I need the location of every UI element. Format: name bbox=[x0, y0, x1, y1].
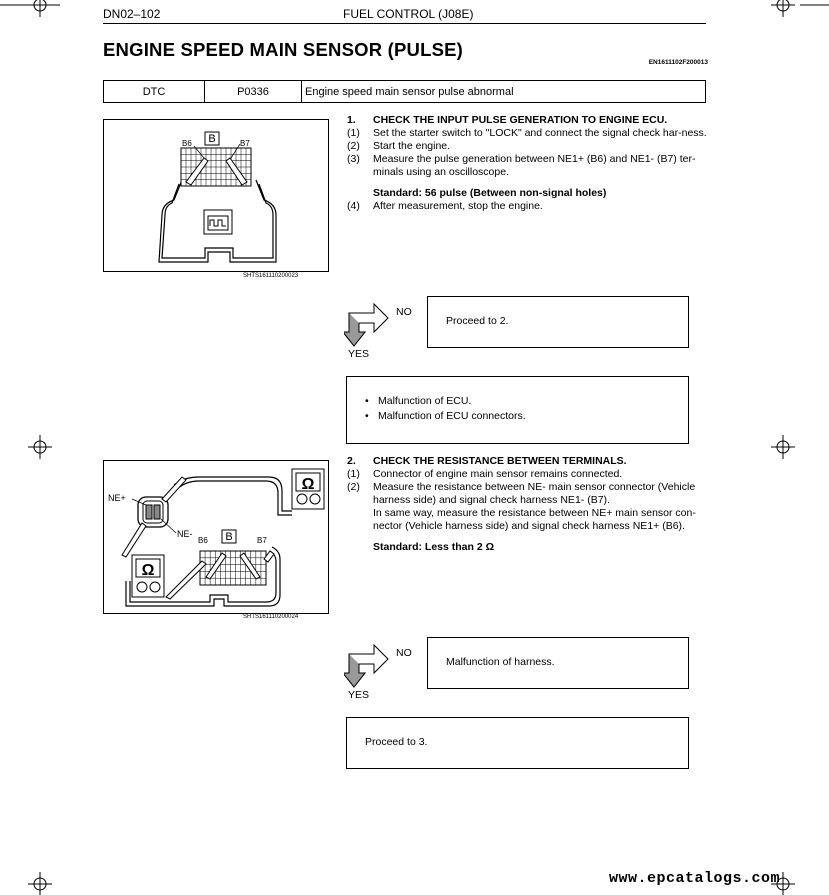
ohmmeter-top-icon bbox=[292, 469, 324, 509]
flow1-yes-label: YES bbox=[348, 348, 370, 360]
sensor-neg-label: NE- bbox=[177, 529, 193, 539]
oscilloscope-wiring-diagram bbox=[104, 120, 328, 271]
dtc-table bbox=[103, 80, 706, 103]
step1-section: 1. CHECK THE INPUT PULSE GENERATION TO ENGINE ECU. (1) Set the starter switch to "LOCK" and connect the signal check har-ness. (2) Start the engine. (3) Measure the pulse generation between NE1+ (B6) and NE1- (B7) ter-minals using an oscilloscope. Standard: 56 pulse (Between non-signal holes) (4) After measurement, stop the engine. bbox=[347, 114, 707, 212]
dtc-description: Engine speed main sensor pulse abnormal bbox=[302, 81, 706, 103]
flow2-yes-label: YES bbox=[348, 689, 370, 701]
svg-text:Ω: Ω bbox=[141, 562, 155, 579]
step1-item-3: Measure the pulse generation between NE1+ (B6) and NE1- (B7) ter-minals using an oscilloscope. bbox=[373, 153, 696, 178]
flow1-yes-result-2: • Malfunction of ECU connectors. bbox=[365, 410, 526, 422]
step1-item-4: After measurement, stop the engine. bbox=[373, 200, 543, 212]
figure-resistance-check bbox=[103, 460, 329, 614]
flow1-no-label: NO bbox=[396, 306, 412, 318]
pin-label-left-2: B6 bbox=[198, 536, 208, 545]
step1-item-1: Set the starter switch to "LOCK" and connect the signal check har-ness. bbox=[373, 127, 707, 139]
step1-item-2: Start the engine. bbox=[373, 140, 451, 152]
main-sensor-connector bbox=[138, 497, 168, 527]
yes-no-arrow-icon bbox=[344, 300, 394, 348]
step2-number: 2. bbox=[347, 455, 356, 467]
step1-heading: CHECK THE INPUT PULSE GENERATION TO ENGINE ECU. bbox=[373, 114, 668, 126]
step1-number: 1. bbox=[347, 114, 356, 126]
step1-standard: Standard: 56 pulse (Between non-signal holes) bbox=[373, 187, 607, 199]
connector-letter: B bbox=[208, 133, 216, 145]
step2-item-2: Measure the resistance between NE- main sensor connector (Vehicle harness side) and signal check harness NE1- (B7). bbox=[373, 481, 696, 506]
crosshair-mark-tl bbox=[28, 0, 52, 17]
pin-label-right-2: B7 bbox=[257, 536, 267, 545]
dtc-code: P0336 bbox=[205, 81, 302, 103]
flow2-no-result-box bbox=[427, 637, 689, 689]
step2-section: 2. CHECK THE RESISTANCE BETWEEN TERMINALS. (1) Connector of engine main sensor remains connected. (2) Measure the resistance between NE- main sensor connector (Vehicle harness side) and signal check harness NE1- (B7). In same way, measure the resistance between NE+ main sensor con-nector (Vehicle harness side) and signal check harness NE1+ (B6). Standard: Less than 2 Ω bbox=[347, 455, 696, 553]
flow2-yes-result-box bbox=[346, 717, 689, 769]
step2-standard: Standard: Less than 2 Ω bbox=[373, 541, 495, 553]
section-title: FUEL CONTROL (J08E) bbox=[343, 7, 474, 21]
resistance-wiring-diagram bbox=[104, 461, 328, 613]
ohmmeter-bottom-icon bbox=[132, 555, 164, 597]
flow1-yes-result-box bbox=[346, 376, 689, 444]
step2-heading: CHECK THE RESISTANCE BETWEEN TERMINALS. bbox=[373, 455, 627, 467]
crosshair-mark-tr bbox=[771, 0, 795, 17]
sensor-pos-label: NE+ bbox=[108, 493, 126, 503]
flow2-no-label: NO bbox=[396, 647, 412, 659]
flow2-no-result: Malfunction of harness. bbox=[446, 656, 555, 668]
page-title: ENGINE SPEED MAIN SENSOR (PULSE) bbox=[103, 39, 464, 60]
crosshair-mark-ml bbox=[28, 435, 52, 459]
pin-label-right: B7 bbox=[240, 139, 250, 148]
yes-no-arrow-icon-2 bbox=[344, 641, 394, 689]
step2-extra: In same way, measure the resistance between NE+ main sensor con-nector (Vehicle harness side) and signal check harness NE1+ (B6). bbox=[373, 507, 696, 532]
flow2-yes-result: Proceed to 3. bbox=[365, 736, 428, 748]
header-rule bbox=[103, 23, 706, 24]
pin-label-left: B6 bbox=[182, 139, 192, 148]
figure-oscilloscope-check bbox=[103, 119, 329, 272]
figure2-caption: SHTS161110200024 bbox=[243, 614, 299, 620]
svg-text:Ω: Ω bbox=[301, 476, 315, 493]
connector-letter-2: B bbox=[225, 531, 233, 543]
crosshair-mark-bl bbox=[28, 872, 52, 895]
dtc-label: DTC bbox=[104, 81, 205, 103]
page-number: DN02–102 bbox=[103, 7, 161, 21]
flow1-no-result-box bbox=[427, 296, 689, 348]
watermark: www.epcatalogs.com bbox=[608, 870, 780, 887]
crosshair-mark-mr bbox=[771, 435, 795, 459]
figure1-caption: SHTS161110200023 bbox=[243, 273, 299, 279]
step2-item-1: Connector of engine main sensor remains connected. bbox=[373, 468, 623, 480]
flow1-no-result: Proceed to 2. bbox=[446, 315, 509, 327]
flow1-yes-result-1: • Malfunction of ECU. bbox=[365, 395, 526, 407]
ecu-connector-block bbox=[200, 551, 266, 585]
document-id: EN1611102F200013 bbox=[648, 59, 708, 66]
